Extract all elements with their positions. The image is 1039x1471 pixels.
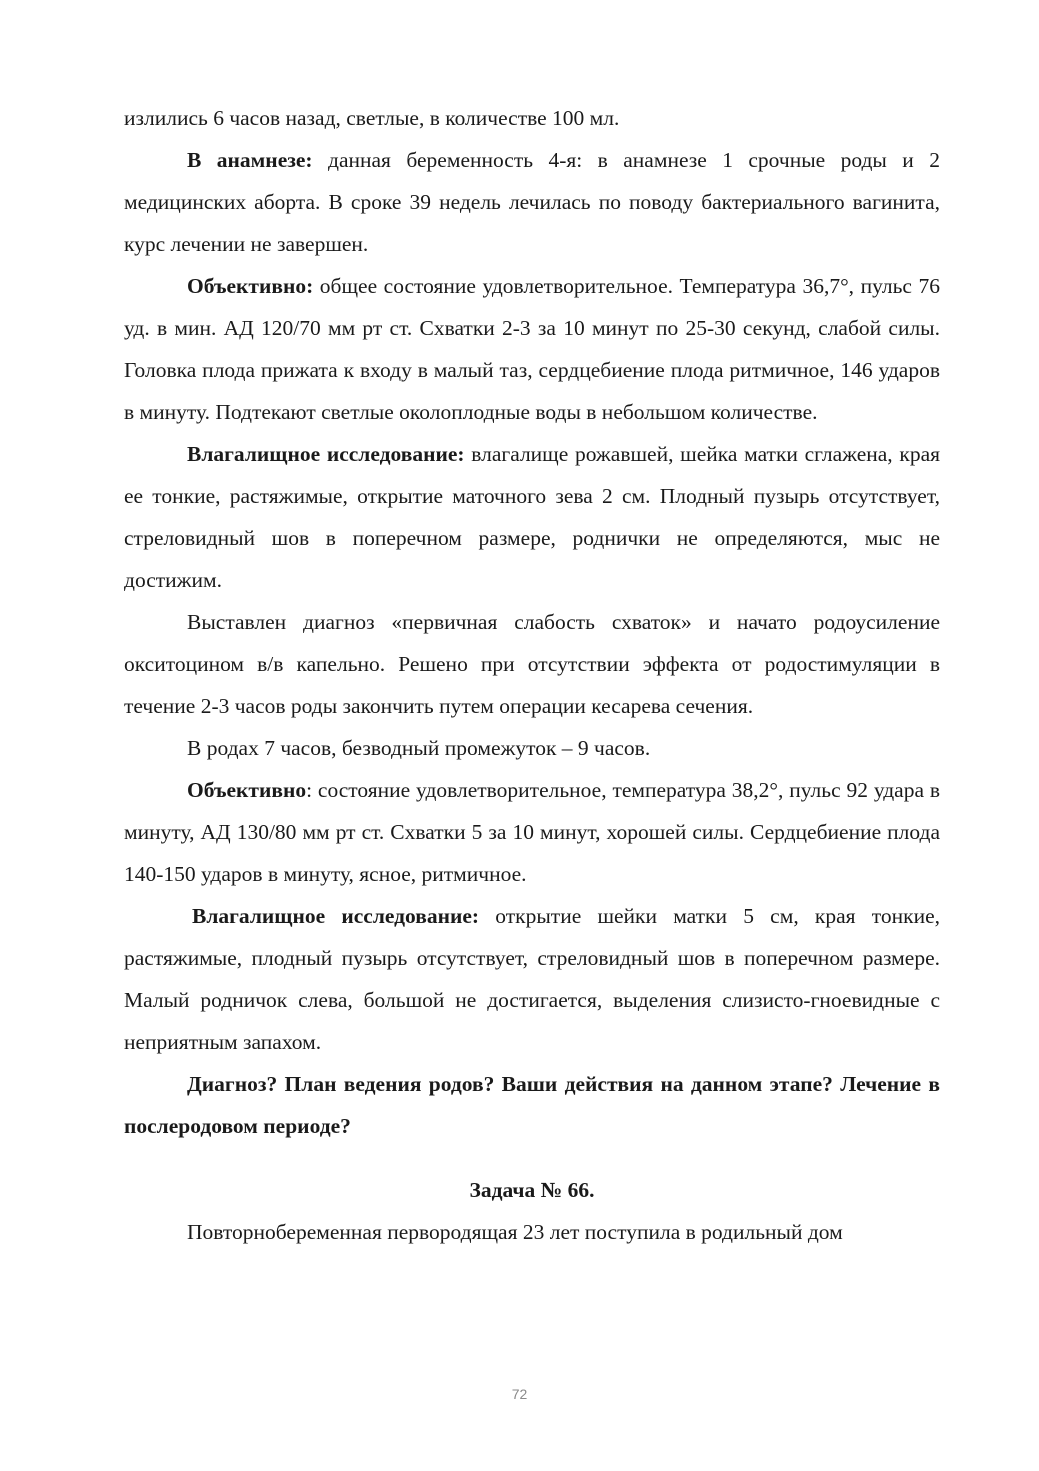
objective-label: Объективно bbox=[187, 778, 307, 802]
paragraph-objective-2 bbox=[124, 769, 940, 895]
paragraph-labor-duration bbox=[124, 727, 940, 769]
paragraph-text: данная беременность 4-я: в анамнезе 1 срочные роды и 2 медицинских аборта. В сроке 39 недель лечилась по поводу бактериального вагинита, курс лечении не завершен. bbox=[124, 148, 940, 256]
task-questions: Диагноз? План ведения родов? Ваши действия на данном этапе? Лечение в послеродовом периоде? bbox=[124, 1072, 940, 1138]
vaginal-exam-label: Влагалищное исследование: bbox=[187, 442, 465, 466]
paragraph-text: излились 6 часов назад, светлые, в количестве 100 мл. bbox=[124, 106, 620, 130]
paragraph-text: В родах 7 часов, безводный промежуток – 9 часов. bbox=[187, 736, 651, 760]
paragraph-next-task bbox=[124, 1211, 940, 1253]
anamnesis-label: В анамнезе: bbox=[187, 148, 313, 172]
paragraph-text: открытие шейки матки 5 см, края тонкие, растяжимые, плодный пузырь отсутствует, стреловидный шов в поперечном размере. Малый родничок слева, большой не достигается, выделения слизисто-гноевидные с неприятным запахом. bbox=[124, 904, 940, 1054]
paragraph-vaginal-exam-2 bbox=[124, 895, 940, 1063]
paragraph-text: : состояние удовлетворительное, температура 38,2°, пульс 92 удара в минуту, АД 130/80 мм рт ст. Схватки 5 за 10 минут, хорошей силы. Сердцебиение плода 140-150 ударов в минуту, ясное, ритмичное. bbox=[124, 778, 940, 886]
paragraph-text: общее состояние удовлетворительное. Температура 36,7°, пульс 76 уд. в мин. АД 120/70 мм рт ст. Схватки 2-3 за 10 минут по 25-30 секунд, слабой силы. Головка плода прижата к входу в малый таз, сердцебиение плода ритмичное, 146 ударов в минуту. Подтекают светлые околоплодные воды в небольшом количестве. bbox=[124, 274, 940, 424]
paragraph-diagnosis-set bbox=[124, 601, 940, 727]
paragraph-vaginal-exam-1 bbox=[124, 433, 940, 601]
paragraph-text: Выставлен диагноз «первичная слабость схваток» и начато родоусиление окситоцином в/в капельно. Решено при отсутствии эффекта от родостимуляции в течение 2-3 часов роды закончить путем операции кесарева сечения. bbox=[124, 610, 940, 718]
objective-label: Объективно: bbox=[187, 274, 314, 298]
paragraph-objective-1 bbox=[124, 265, 940, 433]
page-number: 72 bbox=[511, 1386, 528, 1402]
paragraph-text: Повторнобеременная первородящая 23 лет поступила в родильный дом bbox=[187, 1220, 843, 1244]
task-title: Задача № 66. bbox=[469, 1178, 595, 1202]
paragraph-text: влагалище рожавшей, шейка матки сглажена, края ее тонкие, растяжимые, открытие маточного зева 2 см. Плодный пузырь отсутствует, стреловидный шов в поперечном размере, роднички не определяются, мыс не достижим. bbox=[124, 442, 940, 592]
page-content bbox=[124, 97, 940, 1253]
paragraph-continuation bbox=[124, 97, 940, 139]
paragraph-anamnesis bbox=[124, 139, 940, 265]
vaginal-exam-label: Влагалищное исследование: bbox=[192, 904, 480, 928]
